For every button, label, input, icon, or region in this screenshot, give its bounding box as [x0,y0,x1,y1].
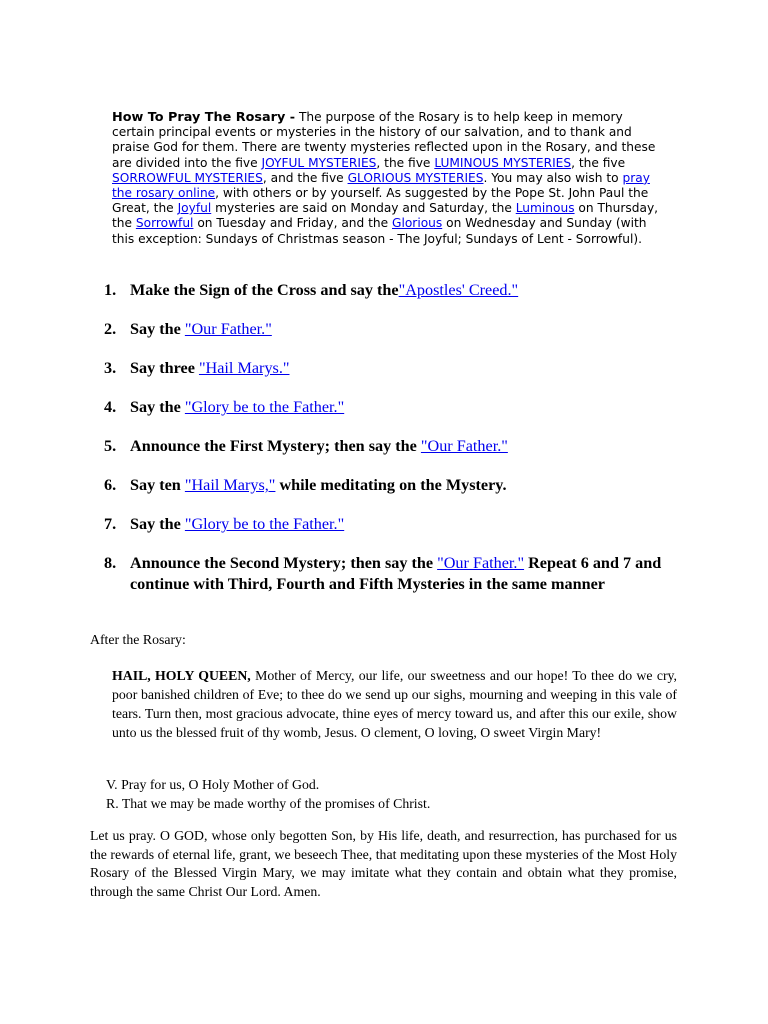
response: R. That we may be made worthy of the promises of Christ. [106,796,431,811]
link-pray-online[interactable]: pray the rosary online [112,170,650,201]
intro-text: , and the five [262,170,348,185]
closing-prayer: Let us pray. O GOD, whose only begotten Son, by His life, death, and resurrection, has purchased for us the rewards of eternal life, grant, we beseech Thee, that meditating upon these mysteries of the Most Holy Rosary of the Blessed Virgin Mary, we may imitate what they contain and obtain what they promise, through the same Christ Our Lord. Amen. [90,828,677,899]
link-apostles-creed[interactable]: "Apostles' Creed." [398,281,519,299]
step-item [104,280,684,301]
intro-text: on Thursday, the [112,201,659,231]
step-item [104,553,684,595]
step-text: Repeat 6 and 7 and continue with Third, Fourth and Fifth Mysteries in the same manner [130,554,662,593]
step-number: 6. [104,476,117,494]
intro-text: . You may also wish to [483,170,623,185]
step-text: Say the [130,320,185,338]
intro-text: on Wednesday and Sunday (with this exception: Sundays of Christmas season - The Joyful; Sundays of Lent - Sorrowful). [112,216,647,246]
step-text: Make the [130,281,200,299]
step-number: 7. [104,515,117,533]
intro-title: How To Pray The Rosary - [112,110,296,125]
intro-paragraph [112,110,660,247]
step-number: 1. [104,281,117,299]
link-glorious[interactable]: Glorious [392,216,443,231]
link-sorrowful[interactable]: Sorrowful [135,216,194,231]
intro-text: , the five [571,155,626,170]
link-hail-marys[interactable]: "Hail Marys." [198,359,290,377]
link-luminous[interactable]: Luminous [515,201,575,216]
step-number: 3. [104,359,117,377]
step-number: 8. [104,554,117,572]
step-text: Say the [130,515,185,533]
link-glory-be[interactable]: "Glory be to the Father." [184,515,345,533]
intro-text: , the five [376,155,435,170]
hail-holy-queen-text: Mother of Mercy, our life, our sweetness and our hope! To thee do we cry, poor banished children of Eve; to thee do we send up our sighs, mourning and weeping in this vale of tears. Turn then, most gracious advocate, thine eyes of mercy toward us, and after this our exile, show unto us the blessed fruit of thy womb, Jesus. O clement, O loving, O sweet Virgin Mary! [112,668,678,740]
link-joyful-mysteries[interactable]: JOYFUL MYSTERIES [261,155,377,170]
step-text: Announce the Second Mystery; then say the [130,554,438,572]
step-number: 5. [104,437,117,455]
hail-holy-queen-prayer [112,666,677,742]
step-text: and say the [316,281,399,299]
step-text: Say three [130,359,199,377]
link-hail-marys[interactable]: "Hail Marys," [184,476,276,494]
step-item [104,319,684,340]
rosary-steps-list [104,280,684,613]
versicle: V. Pray for us, O Holy Mother of God. [106,777,320,792]
step-text: while meditating on the Mystery. [275,476,507,494]
link-our-father[interactable]: "Our Father." [184,320,272,338]
link-our-father[interactable]: "Our Father." [437,554,525,572]
step-item [104,436,684,457]
step-emphasis: Sign of the Cross [199,281,317,299]
step-item [104,514,684,535]
step-item [104,358,684,379]
intro-text: , with others or by yourself. As suggested by the Pope St. John Paul the Great, the [112,186,649,216]
step-item [104,397,684,418]
after-rosary-label: After the Rosary: [90,632,186,647]
link-sorrowful-mysteries[interactable]: SORROWFUL MYSTERIES [112,170,263,185]
intro-text: The purpose of the Rosary is to help keep in memory certain principal events or mysteries in the history of our salvation, and to thank and praise God for them. There are twenty mysteries reflected upon in the Rosary, and these are divided into the five [112,110,656,170]
step-text: Say ten [130,476,185,494]
versicle-response [106,775,430,813]
step-number: 4. [104,398,117,416]
intro-text: on Tuesday and Friday, and the [193,216,393,231]
step-number: 2. [104,320,117,338]
link-our-father[interactable]: "Our Father." [420,437,508,455]
step-text: Announce the First Mystery; then say the [130,437,421,455]
step-text: Say the [130,398,185,416]
link-luminous-mysteries[interactable]: LUMINOUS MYSTERIES [434,155,572,170]
link-glory-be[interactable]: "Glory be to the Father." [184,398,345,416]
step-item [104,475,684,496]
link-joyful[interactable]: Joyful [177,201,212,216]
link-glorious-mysteries[interactable]: GLORIOUS MYSTERIES [347,170,484,185]
intro-text: mysteries are said on Monday and Saturday, the [211,201,516,216]
hail-holy-queen-title: HAIL, HOLY QUEEN, [112,668,251,683]
